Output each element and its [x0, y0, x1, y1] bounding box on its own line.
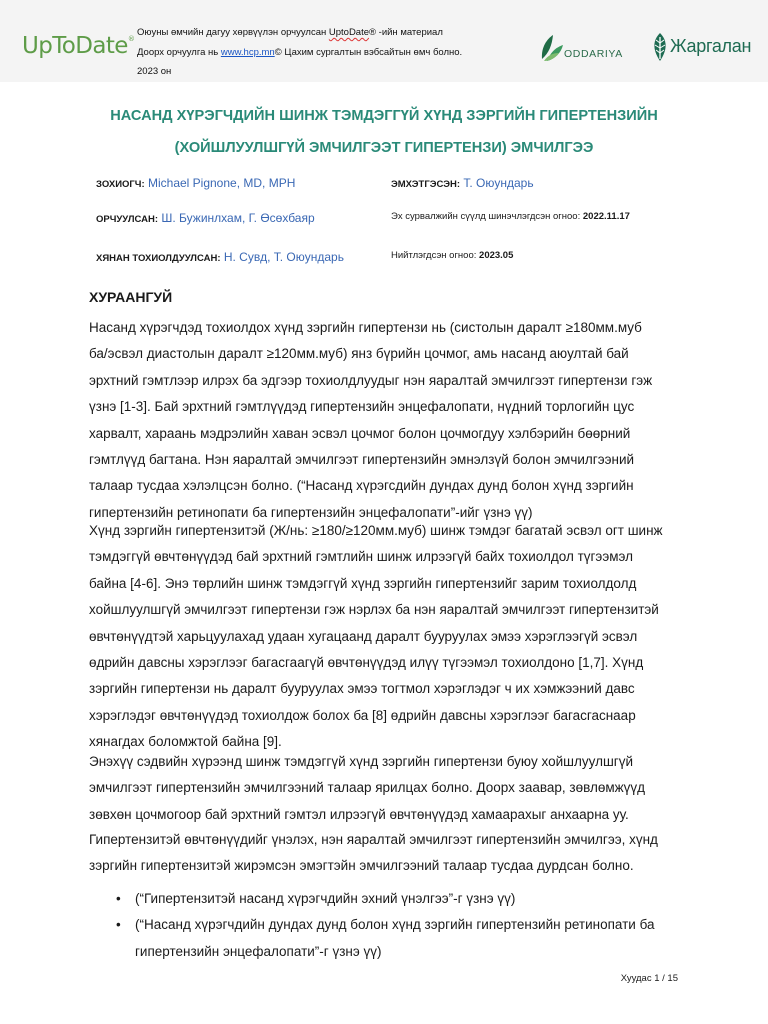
published-value: 2023.05 — [479, 250, 514, 261]
list-item: • (“Насанд хүрэгчдийн дундах дунд болон хүнд зэргийн гипертензийн ретинопати ба гипертензийн энцефалопати”-г үзнэ үү) — [89, 912, 678, 965]
bullet-icon: • — [116, 891, 121, 906]
notice-line-2: Доорх орчуулга нь www.hcp.mn© Цахим сургалтын вэбсайтын өмч болно. — [137, 46, 463, 58]
hcp-website-link[interactable]: www.hcp.mn — [220, 46, 275, 58]
oddariya-logo: ODDARIYA — [539, 31, 629, 63]
page-number: Хуудас 1 / 15 — [620, 973, 678, 984]
uptodate-logo: UpToDate® — [22, 33, 135, 59]
notice-line-1: Оюуны өмчийн дагуу хөрвүүлэн орчуулсан UptoDate® -ийн материал — [137, 27, 443, 38]
summary-paragraph-1: Насанд хүрэгчдэд тохиолдох хүнд зэргийн гипертензи нь (систолын даралт ≥180мм.муб ба/эсвэл диастолын даралт ≥120мм.муб) янз бүрийн цочмог, амь насанд аюултай бай эрхтний гэмтлээр илрэх ба эдгээр тохиолдлуудыг нэн яаралтай эмчилгээт гипертензи гэж үзнэ [1-3]. Бай эрхтний гэмтлүүдэд гипертензийн энцефалопати, нүдний торлогийн цус харвалт, хараань мэдрэлийн хаван эсвэл цочмог болон цочмогдуу хэлбэрийн бөөрний гэмтлүүд багтана. Нэн яаралтай эмчилгээт гипертензийн эмнэлзүй болон эмчилгээний талаар тусдаа хэлэлцсэн болно. (“Насанд хүрэгсдийн дундах дунд болон хүнд зэргийн гипертензийн ретинопати ба гипертензийн энцефалопати”-ийг үзнэ үү) — [89, 320, 653, 520]
translation-notice — [137, 23, 462, 82]
zhargalan-leaf-icon — [650, 31, 670, 63]
document-title — [90, 100, 678, 164]
summary-heading: ХУРААНГУЙ — [89, 289, 173, 305]
translator-value: Ш. Бужинлхам, Г. Өсөхбаяр — [161, 211, 315, 225]
oddariya-leaf-icon — [539, 31, 565, 63]
reviewer-field: ХЯНАН ТОХИОЛДУУЛСАН: Н. Сувд, Т. Оюундарь — [96, 250, 344, 264]
zhargalan-logo: Жаргалан — [650, 31, 760, 63]
summary-paragraph-3: Энэхүү сэдвийн хүрээнд шинж тэмдэггүй хүнд зэргийн гипертензи буюу хойшлуулшгүй эмчилгээт гипертензийн эмчилгээний талаар ярилцах болно. Доорх заавар, зөвлөмжүүд зөвхөн цочмогоор бай эрхтний гэмтэл илрээгүй өвчтөнүүдэд хамаарахыг анхаарна уу. — [89, 754, 646, 822]
summary-paragraph-2: Хүнд зэргийн гипертензитэй (Ж/нь: ≥180/≥120мм.муб) шинж тэмдэг багатай эсвэл огт шинж тэмдэггүй өвчтөнүүдэд бай эрхтний гэмтлийн шинж илрээгүй байх тохиолдол түгээмэл байна [4-6]. Энэ төрлийн шинж тэмдэггүй хүнд зэргийн гипертензийг зарим тохиолдолд хойшлуулшгүй эмчилгээт гипертензи гэж нэрлэх ба нэн яаралтай эмчилгээт гипертензитэй өвчтөнүүдтэй харьцуулахад удаан хугацаанд даралт бууруулах эмээ хэрэглээгүй эсвэл өдрийн давсны хэрэглээг багасгаагүй өвчтөнүүдэд илүү түгээмэл тохиолдоно [1,7]. Хүнд зэргийн гипертензи нь даралт бууруулах эмээ тогтмол хэрэглэдэг ч их хэмжээний давс хэрэглэдэг өвчтөнүүдэд тохиолдож болох ба [8] өдрийн давсны хэрэглээг багасгаснаар хянагдах боломжтой байна [9]. — [89, 523, 663, 750]
uptodate-brand-text: UptoDate — [328, 27, 370, 38]
page-header — [0, 0, 768, 82]
see-also-list — [89, 886, 678, 965]
summary-paragraph-4: Гипертензитэй өвчтөнүүдийг үнэлэх, нэн яаралтай эмчилгээт гипертензийн эмчилгээ, хүнд зэргийн гипертензитэй жирэмсэн эмэгтэйн эмчилгээний талаар тусдаа дурдсан болно. — [89, 832, 658, 874]
list-item: • (“Гипертензитэй насанд хүрэгчдийн эхний үнэлгээ”-г үзнэ үү) — [89, 886, 678, 912]
reviewer-value: Н. Сувд, Т. Оюундарь — [223, 250, 344, 264]
notice-year: 2023 он — [137, 66, 172, 77]
compiler-value: Т. Оюундарь — [463, 176, 534, 190]
source-update-field: Эх сурвалжийн сүүлд шинэчлэгдсэн огноо: 2022.11.17 — [391, 211, 630, 222]
author-field: ЗОХИОГЧ: Michael Pignone, MD, MPH — [96, 176, 296, 190]
translator-field: ОРЧУУЛСАН: Ш. Бужинлхам, Г. Өсөхбаяр — [96, 211, 315, 225]
source-update-value: 2022.11.17 — [582, 211, 630, 222]
title-line-2: (ХОЙШЛУУЛШГҮЙ ЭМЧИЛГЭЭТ ГИПЕРТЕНЗИ) ЭМЧИЛГЭЭ — [174, 140, 594, 156]
title-line-1: НАСАНД ХҮРЭГЧДИЙН ШИНЖ ТЭМДЭГГҮЙ ХҮНД ЗЭРГИЙН ГИПЕРТЕНЗИЙН — [110, 108, 658, 124]
bullet-icon: • — [116, 917, 121, 933]
author-value: Michael Pignone, MD, MPH — [147, 176, 296, 190]
published-field: Нийтлэгдсэн огноо: 2023.05 — [391, 250, 514, 261]
compiler-field: ЭМХЭТГЭСЭН: Т. Оюундарь — [391, 176, 534, 190]
